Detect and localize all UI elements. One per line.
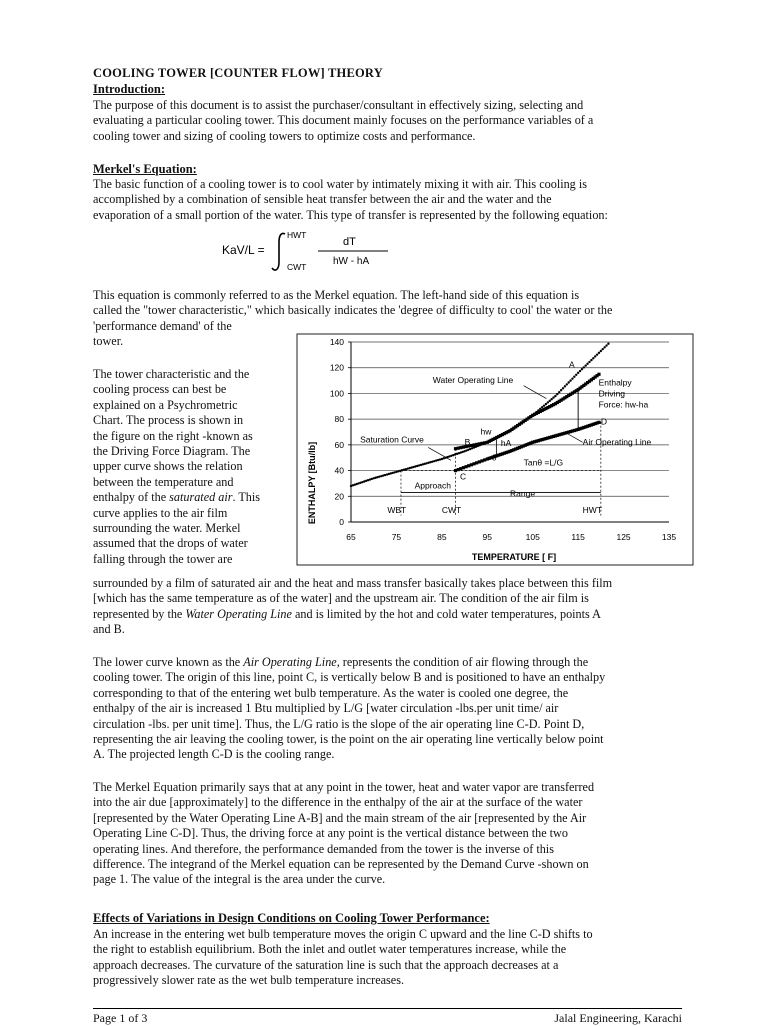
introduction-heading: Introduction: bbox=[93, 82, 166, 96]
enthalpy-driving-force-label: Force: hw-ha bbox=[598, 399, 649, 410]
text-line: falling through the tower are bbox=[93, 551, 233, 566]
text-line: assumed that the drops of water bbox=[93, 536, 248, 551]
saturation-point bbox=[564, 385, 566, 387]
text-line: evaluating a particular cooling tower. This document mainly focuses on the performance variables of a bbox=[93, 113, 594, 128]
saturation-point bbox=[547, 401, 549, 403]
lower-curve-paragraph bbox=[93, 655, 693, 763]
ha-label: hA bbox=[500, 438, 512, 449]
y-axis-label: ENTHALPY [Btu/lb] bbox=[307, 441, 317, 525]
hw-label: hw bbox=[480, 426, 492, 437]
document-title: COOLING TOWER [COUNTER FLOW] THEORY bbox=[93, 66, 383, 80]
side-paragraph bbox=[93, 367, 293, 567]
text-line: cooling tower and sizing of cooling towers to optimize costs and performance. bbox=[93, 128, 476, 143]
wbt-label: WBT bbox=[387, 505, 407, 515]
merkel-heading: Merkel's Equation: bbox=[93, 162, 197, 176]
x-tick-label: 135 bbox=[661, 532, 677, 542]
chart-frame bbox=[297, 334, 693, 565]
merkel-paragraph bbox=[93, 177, 683, 223]
y-tick-label: 20 bbox=[334, 491, 344, 502]
text-line: cooling process can best be bbox=[93, 382, 227, 397]
text-line: difference. The integrand of the Merkel equation can be represented by the Demand Curve -shown on bbox=[93, 857, 589, 872]
text-line: cooling tower. The origin of this line, point C, is vertically below B and is positioned to have an enthalpy bbox=[93, 670, 606, 685]
text-line: the Driving Force Diagram. The bbox=[93, 444, 251, 459]
text-line: 'performance demand' of the bbox=[93, 318, 232, 333]
text-line: curve applies to the air film bbox=[93, 505, 228, 520]
italic-term: saturated air bbox=[169, 490, 233, 505]
enthalpy-driving-force-label: Driving bbox=[598, 388, 626, 399]
saturation-point bbox=[600, 350, 602, 352]
saturation-point bbox=[575, 374, 577, 376]
x-tick-label: 75 bbox=[391, 532, 402, 542]
text-line bbox=[93, 655, 693, 670]
saturation-point bbox=[569, 379, 571, 381]
saturation-point bbox=[590, 359, 592, 361]
text-line: representing the air leaving the cooling tower, is the point on the air operating line vertically below point bbox=[93, 732, 604, 747]
equation-lhs: KaV/L = bbox=[222, 243, 265, 257]
saturation-point bbox=[603, 346, 605, 348]
saturation-point bbox=[581, 368, 583, 370]
text-line: surrounded by a film of saturated air and the heat and mass transfer basically takes place between this film bbox=[93, 576, 613, 590]
text-span: represents the condition of air flowing through the bbox=[339, 655, 589, 669]
saturation-point bbox=[592, 357, 594, 359]
italic-term: Air Operating Line, bbox=[243, 655, 340, 669]
hwt-label: HWT bbox=[582, 505, 603, 515]
theta-label: θ bbox=[491, 452, 497, 463]
integral-sign bbox=[272, 233, 285, 270]
text-line: the right to establish equilibrium. Both the inlet and outlet water temperatures increase, while the bbox=[93, 942, 567, 957]
y-tick-label: 40 bbox=[334, 465, 344, 476]
page-number: Page 1 of 3 bbox=[93, 1011, 148, 1025]
saturation-point bbox=[567, 381, 569, 383]
saturation-point bbox=[605, 344, 607, 346]
saturation-point bbox=[573, 376, 575, 378]
text-line: circulation -lbs. per unit time]. Thus, the L/G ratio is the slope of the air operating line C-D. Point D, bbox=[93, 716, 585, 731]
text-line: [represented by the Water Operating Line A-B] and the main stream of the air [represented by the Air bbox=[93, 810, 587, 825]
text-line: surrounding the water. Merkel bbox=[93, 521, 241, 536]
text-line bbox=[93, 607, 693, 622]
saturation-curve-label: Saturation Curve bbox=[360, 434, 424, 445]
text-span: represented by the bbox=[93, 606, 186, 621]
saturation-point bbox=[585, 364, 587, 366]
text-line: between the temperature and bbox=[93, 474, 234, 489]
text-line: tower. bbox=[93, 334, 124, 349]
x-tick-label: 85 bbox=[437, 532, 447, 542]
saturation-point bbox=[545, 403, 547, 405]
saturation-point bbox=[586, 363, 588, 365]
saturation-point bbox=[598, 352, 600, 354]
text-line: Chart. The process is shown in bbox=[93, 413, 244, 428]
equation-denominator: hW - hA bbox=[333, 256, 370, 267]
saturation-point bbox=[556, 393, 558, 395]
saturation-point bbox=[596, 353, 598, 355]
text-span: enthalpy of the bbox=[93, 490, 170, 505]
saturation-point bbox=[562, 387, 564, 389]
equation-numerator: dT bbox=[343, 236, 356, 248]
saturation-point bbox=[543, 404, 545, 406]
x-tick-label: 125 bbox=[616, 532, 631, 542]
y-tick-label: 0 bbox=[339, 517, 344, 527]
text-line: accomplished by a combination of sensible heat transfer between the air and the water and the bbox=[93, 192, 552, 207]
x-tick-label: 105 bbox=[525, 532, 540, 542]
footer-divider bbox=[93, 1008, 682, 1009]
saturation-point bbox=[558, 391, 560, 393]
effects-heading: Effects of Variations in Design Conditions on Cooling Tower Performance: bbox=[93, 911, 490, 925]
air-operating-line-label: Air Operating Line bbox=[582, 436, 652, 447]
text-line: progressively slower rate as the wet bulb temperature increases. bbox=[93, 973, 405, 988]
tan-theta-label: Tanθ =L/G bbox=[523, 457, 564, 468]
y-tick-label: 60 bbox=[334, 439, 344, 450]
x-axis-label: TEMPERATURE [ F] bbox=[471, 552, 557, 562]
saturation-point bbox=[588, 361, 590, 363]
saturation-point bbox=[579, 370, 581, 372]
company-name: Jalal Engineering, Karachi bbox=[554, 1011, 682, 1025]
water-line-point bbox=[597, 373, 600, 376]
text-line: into the air due [approximately] to the difference in the enthalpy of the air at the surface of the water bbox=[93, 795, 583, 810]
text-line: An increase in the entering wet bulb temperature moves the origin C upward and the line C-D shifts to bbox=[93, 927, 593, 941]
effects-paragraph bbox=[93, 927, 693, 989]
text-line: The Merkel Equation primarily says that at any point in the tower, heat and water vapor are transferred bbox=[93, 780, 595, 794]
saturation-point bbox=[552, 396, 554, 398]
text-line: A. The projected length C-D is the cooling range. bbox=[93, 747, 335, 762]
point-a-label: A bbox=[569, 359, 575, 370]
text-line: This equation is commonly referred to as the Merkel equation. The left-hand side of this equation is bbox=[93, 288, 580, 302]
text-line: The basic function of a cooling tower is to cool water by intimately mixing it with air. This cooling is bbox=[93, 177, 587, 191]
text-line: [which has the same temperature as of the water] and the upstream air. The condition of the air film is bbox=[93, 591, 589, 606]
text-line: called the "tower characteristic," which basically indicates the 'degree of difficulty to cool' the water or the bbox=[93, 303, 613, 318]
text-line: page 1. The value of the integral is the area under the curve. bbox=[93, 872, 386, 887]
text-line: explained on a Psychrometric bbox=[93, 397, 238, 412]
text-line: the figure on the right -known as bbox=[93, 428, 253, 443]
point-b-label: B bbox=[464, 436, 471, 447]
saturation-point bbox=[602, 348, 604, 350]
y-tick-label: 120 bbox=[329, 362, 344, 373]
point-c-label: C bbox=[460, 471, 467, 482]
y-tick-label: 100 bbox=[329, 388, 344, 399]
saturation-point bbox=[571, 377, 573, 379]
y-tick-label: 80 bbox=[334, 414, 344, 425]
equation-lower-limit: CWT bbox=[287, 262, 307, 272]
saturation-point bbox=[607, 343, 609, 345]
italic-term: Water Operating Line bbox=[185, 606, 292, 621]
text-line: and B. bbox=[93, 622, 125, 637]
approach-label: Approach bbox=[414, 480, 451, 491]
water-operating-line-label: Water Operating Line bbox=[432, 375, 514, 386]
film-paragraph bbox=[93, 576, 693, 638]
saturation-point bbox=[577, 372, 579, 374]
text-line: approach decreases. The curvature of the saturation line is such that the approach decreases at a bbox=[93, 957, 559, 972]
text-line: Operating Line C-D]. Thus, the driving force at any point is the vertical distance between the two bbox=[93, 826, 568, 841]
saturation-point bbox=[560, 389, 562, 391]
saturation-point bbox=[549, 400, 551, 402]
text-line: operating lines. And therefore, the performance demanded from the tower is the inverse of this bbox=[93, 841, 554, 856]
merkel-summary-paragraph bbox=[93, 780, 693, 888]
saturation-point bbox=[566, 383, 568, 385]
range-label: Range bbox=[510, 488, 536, 499]
text-line: corresponding to that of the entering wet bulb temperature. As the water is cooled one degree, the bbox=[93, 685, 569, 700]
cwt-label: CWT bbox=[441, 505, 462, 515]
saturation-point bbox=[554, 395, 556, 397]
saturation-point bbox=[583, 366, 585, 368]
text-line: upper curve shows the relation bbox=[93, 459, 243, 474]
enthalpy-driving-force-label: Enthalpy bbox=[598, 377, 632, 388]
merkel-equation bbox=[215, 228, 415, 274]
x-tick-label: 65 bbox=[346, 532, 356, 542]
text-line bbox=[93, 490, 293, 505]
text-line: The purpose of this document is to assist the purchaser/consultant in effectively sizing, selecting and bbox=[93, 98, 584, 112]
text-span: . This bbox=[232, 490, 261, 505]
text-line: The tower characteristic and the bbox=[93, 367, 250, 381]
x-tick-label: 115 bbox=[571, 532, 585, 542]
introduction-paragraph bbox=[93, 98, 673, 144]
point-d-label: D bbox=[600, 416, 607, 427]
text-line: evaporation of a small portion of the water. This type of transfer is represented by the following equation: bbox=[93, 207, 608, 222]
text-line: enthalpy of the air is increased 1 Btu multiplied by L/G [water circulation -lbs.per unit time/ air bbox=[93, 701, 559, 716]
saturation-point bbox=[550, 398, 552, 400]
driving-force-chart bbox=[296, 333, 696, 568]
y-tick-label: 140 bbox=[329, 337, 344, 347]
saturation-point bbox=[594, 355, 596, 357]
equation-upper-limit: HWT bbox=[287, 230, 307, 240]
text-span: The lower curve known as the bbox=[93, 655, 244, 669]
text-span: and is limited by the hot and cold water temperatures, points A bbox=[291, 606, 601, 621]
x-tick-label: 95 bbox=[482, 532, 493, 542]
